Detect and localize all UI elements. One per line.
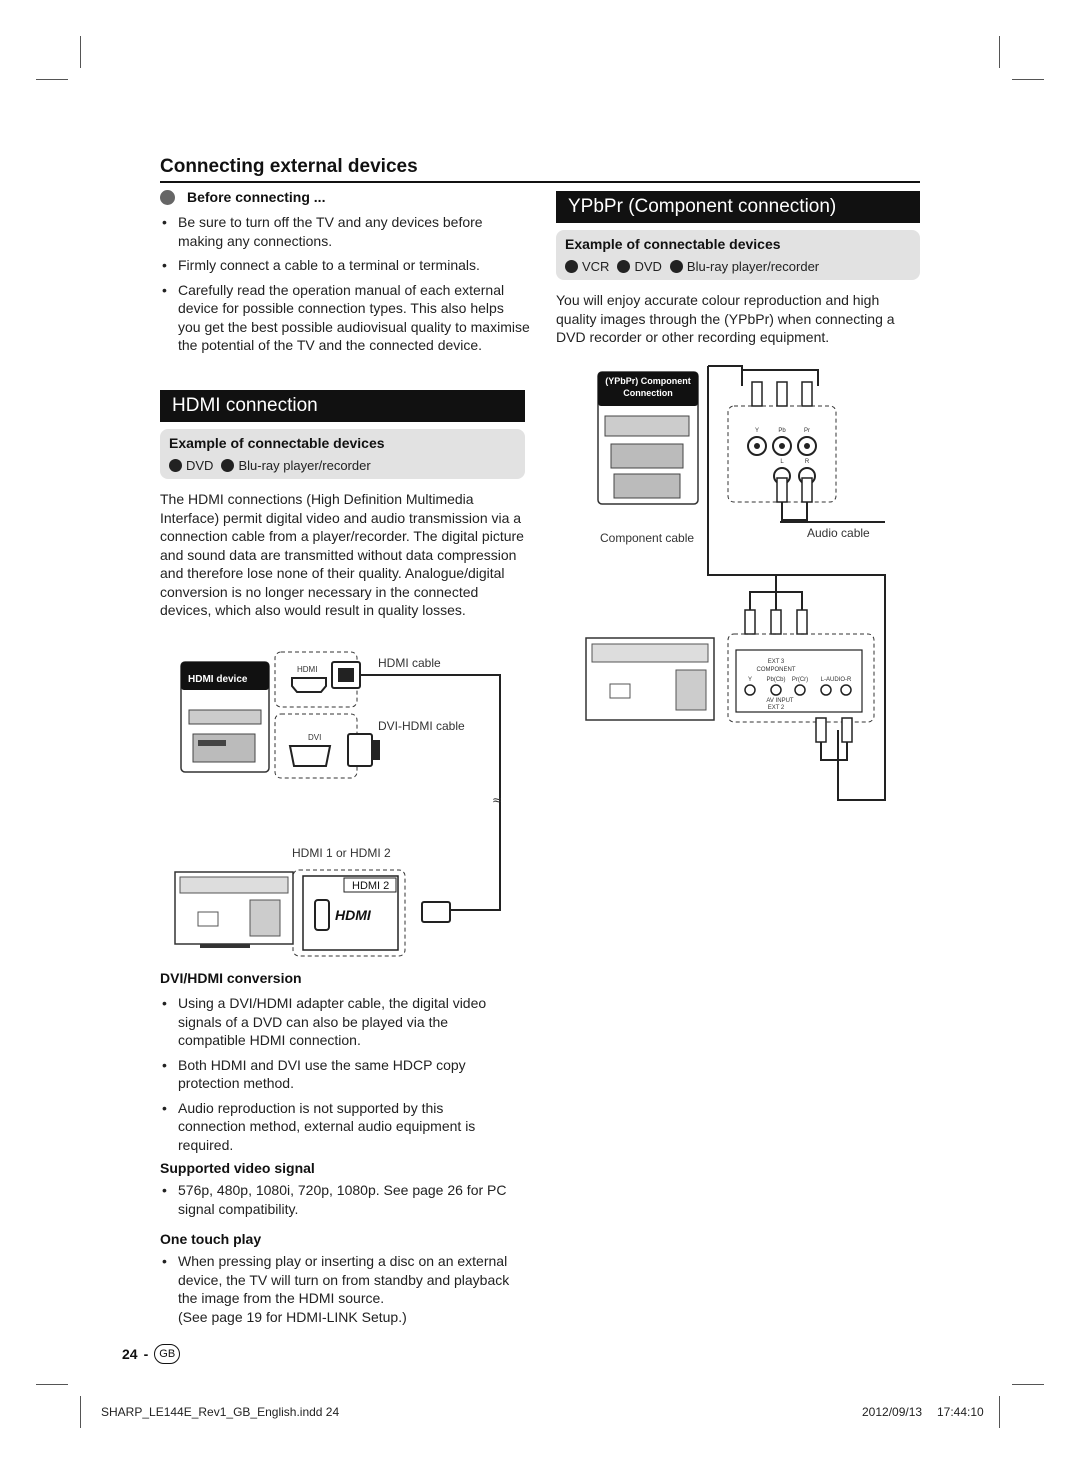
hdmi-section-heading: HDMI connection	[160, 390, 525, 422]
footer-file: SHARP_LE144E_Rev1_GB_English.indd 24	[101, 1405, 340, 1419]
crop-mark	[999, 36, 1000, 68]
bullet-dot-icon	[565, 260, 578, 273]
svg-text:L-AUDIO-R: L-AUDIO-R	[820, 677, 852, 683]
ypbpr-example-box	[556, 230, 920, 280]
svg-text:≈: ≈	[492, 793, 503, 807]
bullet-dot-icon	[670, 260, 683, 273]
tv-port-tag: HDMI 2	[352, 880, 390, 892]
list-item: • Be sure to turn off the TV and any devices before making any connections.	[160, 213, 530, 250]
dvi-port-icon	[290, 746, 330, 766]
touch-heading: One touch play	[160, 1231, 262, 1247]
title-rule	[160, 181, 920, 183]
svg-text:Pr: Pr	[804, 428, 810, 434]
list-item: • Firmly connect a cable to a terminal or terminals.	[160, 256, 530, 275]
svg-text:L: L	[780, 459, 784, 465]
list-item: • Carefully read the operation manual of each external device for possible connection types. This also helps you get the best possible audiovisual quality to maximise the potential of the TV and the connected device.	[160, 281, 530, 355]
svg-text:Y: Y	[747, 677, 753, 683]
crop-mark	[80, 36, 81, 68]
port-hdmi-label: HDMI	[297, 665, 318, 674]
audio-cable-label: Audio cable	[807, 526, 870, 540]
ypbpr-section-heading: YPbPr (Component connection)	[556, 191, 920, 223]
tv-back-illustration	[175, 872, 293, 948]
page-number: 24 - GB	[122, 1344, 180, 1364]
svg-text:EXT 2: EXT 2	[767, 705, 785, 711]
svg-text:Y: Y	[754, 428, 760, 434]
svg-text:Pb: Pb	[778, 428, 786, 434]
example-title: Example of connectable devices	[565, 236, 781, 252]
ypbpr-connection-diagram	[580, 360, 900, 805]
example-items: VCR DVD Blu-ray player/recorder	[565, 259, 819, 274]
signal-bullets	[160, 1181, 530, 1224]
port-dvi-label: DVI	[308, 733, 322, 742]
crop-mark	[999, 1396, 1000, 1428]
hdmi-example-box	[160, 429, 525, 479]
footer-time: 17:44:10	[937, 1405, 984, 1419]
list-item: • Both HDMI and DVI use the same HDCP copy protection method.	[160, 1056, 500, 1093]
crop-mark	[36, 1384, 68, 1385]
svg-text:EXT 3: EXT 3	[767, 659, 785, 665]
region-badge: GB	[154, 1344, 180, 1364]
crop-mark	[36, 79, 68, 80]
dvi-cable-label: DVI-HDMI cable	[378, 719, 465, 733]
bullet-dot-icon	[169, 459, 182, 472]
hdmi-logo: HDMI	[335, 907, 371, 923]
svg-text:R: R	[804, 459, 810, 465]
example-items: DVD Blu-ray player/recorder	[169, 458, 371, 473]
bullet-dot-icon	[617, 260, 630, 273]
crop-mark	[1012, 79, 1044, 80]
hdmi-port-icon	[315, 900, 329, 930]
touch-bullets	[160, 1252, 530, 1332]
page-title: Connecting external devices	[160, 156, 418, 177]
device-label-1: (YPbPr) Component	[605, 376, 691, 386]
tv-port-label: HDMI 1 or HDMI 2	[292, 846, 391, 860]
hdmi-cable-label: HDMI cable	[378, 656, 441, 670]
crop-mark	[1012, 1384, 1044, 1385]
ypbpr-description: You will enjoy accurate colour reproduction and high quality images through the (YPbPr) when connecting a DVD recorder or other recording equipment.	[556, 292, 895, 345]
before-bullets	[160, 213, 530, 361]
list-item: • 576p, 480p, 1080i, 720p, 1080p. See page 26 for PC signal compatibility.	[160, 1181, 530, 1218]
signal-heading: Supported video signal	[160, 1160, 315, 1176]
hdmi-description: The HDMI connections (High Definition Multimedia Interface) permit digital video and audio transmission via a connection cable from a player/recorder. The digital picture and sound data are transmitted without data compression and therefore lose none of their quality. Analogue/digital conversion is no longer necessary in the connected devices, which also would result in quality losses.	[160, 491, 524, 618]
before-heading: Before connecting ...	[160, 189, 325, 205]
svg-text:COMPONENT: COMPONENT	[756, 667, 796, 673]
crop-mark	[80, 1396, 81, 1428]
svg-text:AV INPUT: AV INPUT	[766, 698, 794, 704]
list-item: • Audio reproduction is not supported by this connection method, external audio equipment is required.	[160, 1099, 500, 1155]
example-title: Example of connectable devices	[169, 435, 385, 451]
hdmi-device-label: HDMI device	[188, 674, 248, 685]
hdmi-connection-diagram	[160, 650, 520, 960]
footer-date: 2012/09/13	[862, 1405, 923, 1419]
device-label-2: Connection	[623, 388, 673, 398]
svg-text:Pr(Cr): Pr(Cr)	[791, 677, 809, 683]
dvi-heading: DVI/HDMI conversion	[160, 970, 302, 986]
bullet-dot-icon	[160, 190, 175, 205]
list-item: • When pressing play or inserting a disc on an external device, the TV will turn on from standby and playback the image from the HDMI source. (See page 19 for HDMI-LINK Setup.)	[160, 1252, 530, 1326]
dvi-bullets	[160, 994, 500, 1160]
list-item: • Using a DVI/HDMI adapter cable, the digital video signals of a DVD can also be played via the compatible HDMI connection.	[160, 994, 500, 1050]
touch-note: (See page 19 for HDMI-LINK Setup.)	[178, 1308, 407, 1325]
component-cable-label: Component cable	[600, 531, 695, 545]
bullet-dot-icon	[221, 459, 234, 472]
svg-text:Pb(Cb): Pb(Cb)	[766, 677, 786, 683]
hdmi-port-icon	[292, 678, 326, 692]
